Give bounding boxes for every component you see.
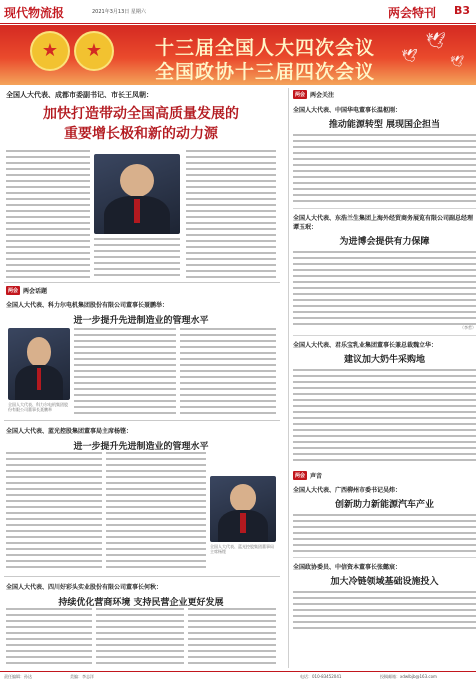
right1-body bbox=[293, 134, 476, 202]
story4-body-column-1 bbox=[6, 608, 92, 668]
story3-body-column-2 bbox=[106, 452, 206, 572]
lead-body-column-2 bbox=[94, 238, 180, 278]
congress-banner bbox=[0, 25, 476, 85]
lead-story bbox=[6, 90, 276, 144]
right5-headline: 加大冷链领域基础设施投入 bbox=[330, 577, 439, 587]
story-3 bbox=[6, 426, 276, 452]
story3-body-column-1 bbox=[6, 452, 102, 572]
banner-line-cppcc: 全国政协十三届四次会议 bbox=[154, 61, 375, 83]
story4-body-column-2 bbox=[96, 608, 184, 668]
right-story-5 bbox=[293, 557, 476, 631]
right3-kicker: 全国人大代表、君乐宝乳业集团董事长兼总裁魏立华： bbox=[293, 342, 438, 349]
left-section-header bbox=[6, 286, 47, 295]
story4-headline: 持续优化营商环境 支持民营企业更好发展 bbox=[58, 598, 224, 608]
lead-kicker: 全国人大代表、成都市委副书记、市长王凤朝： bbox=[6, 91, 153, 99]
footer-editor: 责任编辑：孙达 bbox=[4, 674, 32, 679]
right-section-header bbox=[293, 90, 476, 99]
footer-designer: 美编：李志洋 bbox=[70, 674, 94, 679]
banner-line-npc: 十三届全国人大四次会议 bbox=[154, 37, 375, 59]
dove-icon: 🕊 bbox=[425, 31, 446, 50]
masthead bbox=[0, 0, 476, 24]
right5-kicker: 全国政协委员、中信资本董事长张懿宸： bbox=[293, 564, 402, 571]
story-4 bbox=[6, 582, 276, 608]
story2-photo-caption: 全国人大代表、科力尔电机集团股份有限公司董事长聂鹏举 bbox=[8, 402, 68, 412]
story2-body-column-1 bbox=[74, 328, 176, 416]
right2-kicker: 全国人大代表、东浩兰生集团上海外经贸商务展览有限公司副总经理谭玉珉： bbox=[293, 215, 474, 231]
right2-body bbox=[293, 251, 476, 325]
lead-headline-line1: 加快打造带动全国高质量发展的 bbox=[43, 106, 239, 122]
section-title: 两会特刊 bbox=[387, 6, 436, 20]
right1-headline: 推动能源转型 展现国企担当 bbox=[328, 120, 441, 130]
section-tag: 两会 bbox=[295, 473, 306, 479]
right1-kicker: 全国人大代表、中国华电董事长温枢刚： bbox=[293, 107, 402, 114]
right-section-tag2: 声音 bbox=[310, 473, 323, 480]
dove-icon: 🕊 bbox=[401, 49, 418, 64]
story2-portrait-photo bbox=[8, 328, 70, 400]
lead-headline-line2: 重要增长极和新的动力源 bbox=[64, 126, 218, 142]
section-tag: 两会 bbox=[8, 288, 19, 294]
story4-kicker: 全国人大代表、四川好彩头实业股份有限公司董事长何秋： bbox=[6, 584, 163, 591]
footer-email: 投稿邮箱：xdwlbjb@163.com bbox=[380, 674, 437, 679]
right-story-3 bbox=[293, 335, 476, 465]
story3-photo-caption: 全国人大代表、蓝光控股集团董事局主席杨铿 bbox=[210, 544, 274, 554]
section-divider bbox=[4, 420, 280, 421]
national-emblem-icon bbox=[30, 31, 70, 71]
lead-portrait-photo bbox=[94, 154, 180, 234]
right4-headline: 创新助力新能源汽车产业 bbox=[334, 500, 434, 510]
section-divider bbox=[4, 282, 280, 283]
right5-body bbox=[293, 591, 476, 631]
story3-kicker: 全国人大代表、蓝光控股集团董事局主席杨铿： bbox=[6, 428, 133, 435]
cppcc-emblem-icon bbox=[74, 31, 114, 71]
story3-portrait-photo bbox=[210, 476, 276, 542]
right3-headline: 建议加大奶牛采购地 bbox=[343, 355, 425, 365]
right-story-4 bbox=[293, 485, 476, 552]
section-divider bbox=[4, 576, 280, 577]
story2-kicker: 全国人大代表、科力尔电机集团股份有限公司董事长聂鹏举： bbox=[6, 302, 169, 309]
right-column bbox=[288, 88, 476, 668]
story4-body-column-3 bbox=[188, 608, 276, 668]
page-number: B3 bbox=[453, 4, 470, 17]
lead-body-column-3 bbox=[186, 150, 276, 278]
right-story-1 bbox=[293, 105, 476, 202]
story-2 bbox=[6, 300, 276, 326]
newspaper-name: 现代物流报 bbox=[4, 6, 65, 20]
section-tag: 两会 bbox=[295, 92, 306, 98]
dove-icon: 🕊 bbox=[450, 55, 464, 68]
story3-headline: 进一步提升先进制造业的管理水平 bbox=[73, 442, 209, 452]
issue-date: 2021年3月13日 星期六 bbox=[92, 9, 146, 15]
footer-phone: 电话：010-83452041 bbox=[300, 674, 342, 679]
right4-kicker: 全国人大代表、广西柳州市委书记吴炜： bbox=[293, 487, 402, 494]
story2-body-column-2 bbox=[180, 328, 276, 416]
right2-headline: 为进博会提供有力保障 bbox=[339, 237, 430, 247]
story2-headline: 进一步提升先进制造业的管理水平 bbox=[73, 316, 209, 326]
right2-byline: （李哲） bbox=[460, 325, 476, 330]
right3-body bbox=[293, 369, 476, 465]
right-story-2 bbox=[293, 208, 476, 331]
page-footer bbox=[0, 671, 476, 680]
right-voice-header bbox=[293, 471, 476, 480]
right4-body bbox=[293, 514, 476, 552]
lead-body-column-1 bbox=[6, 150, 90, 278]
right-section-tag: 两会关注 bbox=[310, 92, 335, 99]
left-section-tag: 两会话题 bbox=[23, 288, 48, 295]
